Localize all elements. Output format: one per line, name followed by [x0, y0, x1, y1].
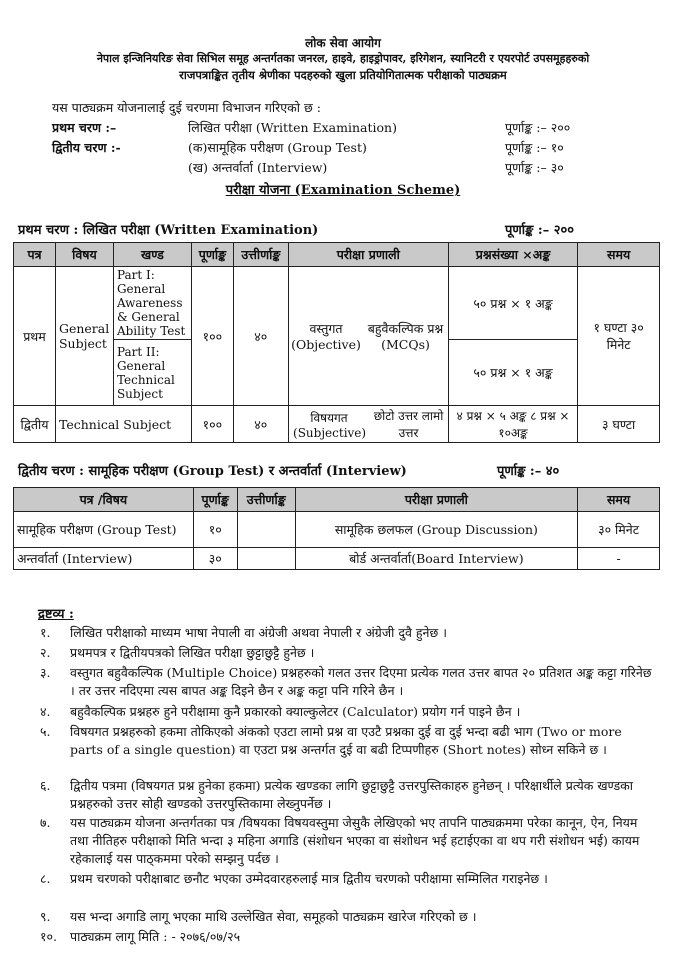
note-text: वस्तुगत बहुवैकल्पिक (Multiple Choice) प्रश्नहरुको गलत उत्तर दिएमा प्रत्येक गलत उत्तर बापत २० प्रतिशत अङ्क कट्टा गरिनेछ । तर उत्तर नदिएमा त्यस बापत अङ्क दिइने छैन र अङ्क कट्टा पनि गरिने छैन । — [70, 665, 652, 698]
stage-2b-marks: पूर्णाङ्क :– ३० — [505, 160, 564, 175]
paper-1-full: १०० — [191, 267, 233, 406]
col-paper: पत्र — [14, 243, 56, 267]
scheme-title: परीक्षा योजना (Examination Scheme) — [225, 183, 461, 198]
stage-2-label: द्वितीय चरण :- — [52, 140, 121, 155]
note-item — [40, 908, 652, 926]
note-number: १. — [40, 625, 51, 640]
note-number: ९. — [40, 909, 51, 924]
paper-2-full: १०० — [191, 406, 233, 443]
group-test-table — [13, 487, 660, 570]
note-number: २. — [40, 645, 51, 660]
paper-1-q1: ५० प्रश्न × १ अङ्क — [448, 267, 578, 340]
section2-title: द्वितीय चरण : सामूहिक परीक्षण (Group Test) र अन्तर्वार्ता (Interview) — [18, 464, 407, 479]
stage-2a-desc: (क)सामूहिक परीक्षण (Group Test) — [188, 140, 367, 155]
note-item — [40, 777, 652, 813]
paper-1-subject: General Subject — [55, 267, 113, 406]
stage-1-marks: पूर्णाङ्क :– २०० — [505, 120, 571, 135]
paper-2-pass: ४० — [233, 406, 288, 443]
note-text: प्रथम चरणको परीक्षाबाट छनौट भएका उम्मेदवारहरुलाई मात्र द्वितीय चरणको परीक्षामा सम्मिलित गराइनेछ । — [70, 871, 548, 886]
paper-1-q2: ५० प्रश्न × १ अङ्क — [448, 340, 578, 406]
stage-1-desc: लिखित परीक्षा (Written Examination) — [188, 120, 397, 135]
note-number: ७. — [40, 815, 51, 830]
intro-text: यस पाठ्यक्रम योजनालाई दुई चरणमा विभाजन गरिएको छ : — [52, 100, 321, 115]
col-subject: विषय — [55, 243, 113, 267]
curriculum-title: राजपत्राङ्कित तृतीय श्रेणीका पदहरुको खुला प्रतियोगितात्मक परीक्षाको पाठ्यक्रम — [179, 68, 507, 82]
paper-2-q: ४ प्रश्न × ५ अङ्क ८ प्रश्न × १०अङ्क — [448, 406, 578, 443]
stage-2a-marks: पूर्णाङ्क :– १० — [505, 140, 564, 155]
section2-full-marks: पूर्णाङ्क :– ४० — [497, 464, 560, 479]
note-number: ४. — [40, 704, 51, 719]
note-text: विषयगत प्रश्नहरुको हकमा तोकिएको अंकको एउटा लामो प्रश्न वा एउटै प्रश्नका दुई वा दुई भन्दा बढी भाग (Two or more parts of a single question) वा एउटा प्रश्न अन्तर्गत दुई वा बढी टिप्पणीहरु (Short notes) सोध्न सकिने छ । — [70, 724, 622, 757]
interview-pass — [237, 548, 295, 570]
paper-2-subject: Technical Subject — [55, 406, 191, 443]
group-test-subject: सामूहिक परीक्षण (Group Test) — [14, 512, 194, 548]
col2-exam-method: परीक्षा प्रणाली — [295, 488, 577, 512]
note-number: ५. — [40, 724, 51, 739]
note-number: ८. — [40, 871, 51, 886]
paper-1-part1: Part I: General Awareness & General Ability Test — [113, 267, 191, 340]
paper-2-method: छोटो उत्तर लामो उत्तर — [373, 409, 444, 440]
note-text: प्रथमपत्र र द्वितीयपत्रको लिखित परीक्षा छुट्टाछुट्टै हुनेछ । — [70, 645, 315, 660]
group-test-method: सामूहिक छलफल (Group Discussion) — [295, 512, 577, 548]
stage-2b-desc: (ख) अन्तर्वार्ता (Interview) — [188, 160, 328, 175]
group-test-full: १० — [193, 512, 237, 548]
note-number: ३. — [40, 665, 51, 680]
col-time: समय — [578, 243, 660, 267]
paper-1-type: वस्तुगत (Objective) — [291, 321, 361, 352]
note-number: ६. — [40, 778, 51, 793]
stage-1-label: प्रथम चरण :– — [52, 120, 117, 135]
note-item — [40, 870, 652, 888]
col-section: खण्ड — [113, 243, 191, 267]
note-item — [40, 664, 652, 700]
paper-1-pass: ४० — [233, 267, 288, 406]
paper-2-time: ३ घण्टा — [578, 406, 660, 443]
note-text: बहुवैकल्पिक प्रश्नहरु हुने परीक्षामा कुनै प्रकारको क्याल्कुलेटर (Calculator) प्रयोग गर्न पाइने छैन । — [70, 704, 521, 719]
paper-2: द्वितीय — [14, 406, 56, 443]
col-full-marks: पूर्णाङ्क — [191, 243, 233, 267]
note-text: यस पाठ्यक्रम योजना अन्तर्गतका पत्र /विषयका विषयवस्तुमा जेसुकै लेखिएको भए तापनि पाठ्यक्रममा परेका कानून, ऐन, नियम तथा नीतिहरु परीक्षाको मिति भन्दा ३ महिना अगाडि (संशोधन भएका वा संशोधन भई हटाईएका वा थप गरी संशोधन भई) कायम रहेकालाई यस पाठ्कममा परेको सम्झनु पर्दछ । — [70, 815, 640, 866]
service-title: नेपाल इन्जिनियरिङ सेवा सिभिल समूह अन्तर्गतका जनरल, हाइवे, हाइड्रोपावर, इरिगेशन, स्यानिटरी र एयरपोर्ट उपसमूहहरुको — [96, 52, 590, 65]
note-text: द्वितीय पत्रमा (विषयगत प्रश्न हुनेका हकमा) प्रत्येक खण्डका लागि छुट्टाछुट्टै उत्तरपुस्तिकाहरु हुनेछन् । परिक्षार्थीले प्रत्येक खण्डका प्रश्नहरुको उत्तर सोही खण्डको उत्तरपुस्तिकामा लेख्नुपर्नेछ । — [70, 778, 634, 811]
paper-2-type: विषयगत (Subjective) — [293, 410, 367, 440]
group-test-pass — [237, 512, 295, 548]
col2-subject: पत्र /विषय — [14, 488, 194, 512]
paper-1: प्रथम — [14, 267, 56, 406]
note-item — [40, 723, 652, 759]
note-text: यस भन्दा अगाडि लागू भएका माथि उल्लेखित सेवा, समूहको पाठ्यक्रम खारेज गरिएको छ । — [70, 909, 477, 924]
note-text: पाठ्यक्रम लागू मिति : - २०७६/०७/२५ — [70, 929, 241, 944]
section1-full-marks: पूर्णाङ्क :– २०० — [505, 223, 575, 238]
col2-full-marks: पूर्णाङ्क — [193, 488, 237, 512]
note-item — [40, 644, 652, 662]
notes-title: द्रष्टव्य : — [38, 607, 74, 622]
interview-method: बोर्ड अन्तर्वार्ता(Board Interview) — [295, 548, 577, 570]
interview-full: ३० — [193, 548, 237, 570]
note-number: १०. — [40, 929, 57, 944]
org-title: लोक सेवा आयोग — [305, 36, 381, 50]
note-item — [40, 814, 652, 868]
paper-1-part2: Part II: General Technical Subject — [113, 340, 191, 406]
note-item — [40, 928, 652, 946]
paper-1-method: बहुवैकल्पिक प्रश्न (MCQs) — [367, 321, 444, 352]
written-exam-table — [13, 242, 660, 443]
section1-title: प्रथम चरण : लिखित परीक्षा (Written Examination) — [18, 223, 319, 238]
interview-subject: अन्तर्वार्ता (Interview) — [14, 548, 194, 570]
note-item — [40, 703, 652, 721]
group-test-time: ३० मिनेट — [578, 512, 660, 548]
interview-time: - — [578, 548, 660, 570]
col-question-count: प्रश्नसंख्या ×अङ्क — [448, 243, 578, 267]
col2-time: समय — [578, 488, 660, 512]
col2-pass-marks: उत्तीर्णाङ्क — [237, 488, 295, 512]
paper-1-time: १ घण्टा ३० मिनेट — [578, 267, 660, 406]
note-item — [40, 624, 652, 642]
col-pass-marks: उत्तीर्णाङ्क — [233, 243, 288, 267]
col-exam-method: परीक्षा प्रणाली — [288, 243, 448, 267]
note-text: लिखित परीक्षाको माध्यम भाषा नेपाली वा अंग्रेजी अथवा नेपाली र अंग्रेजी दुवै हुनेछ । — [70, 625, 447, 640]
